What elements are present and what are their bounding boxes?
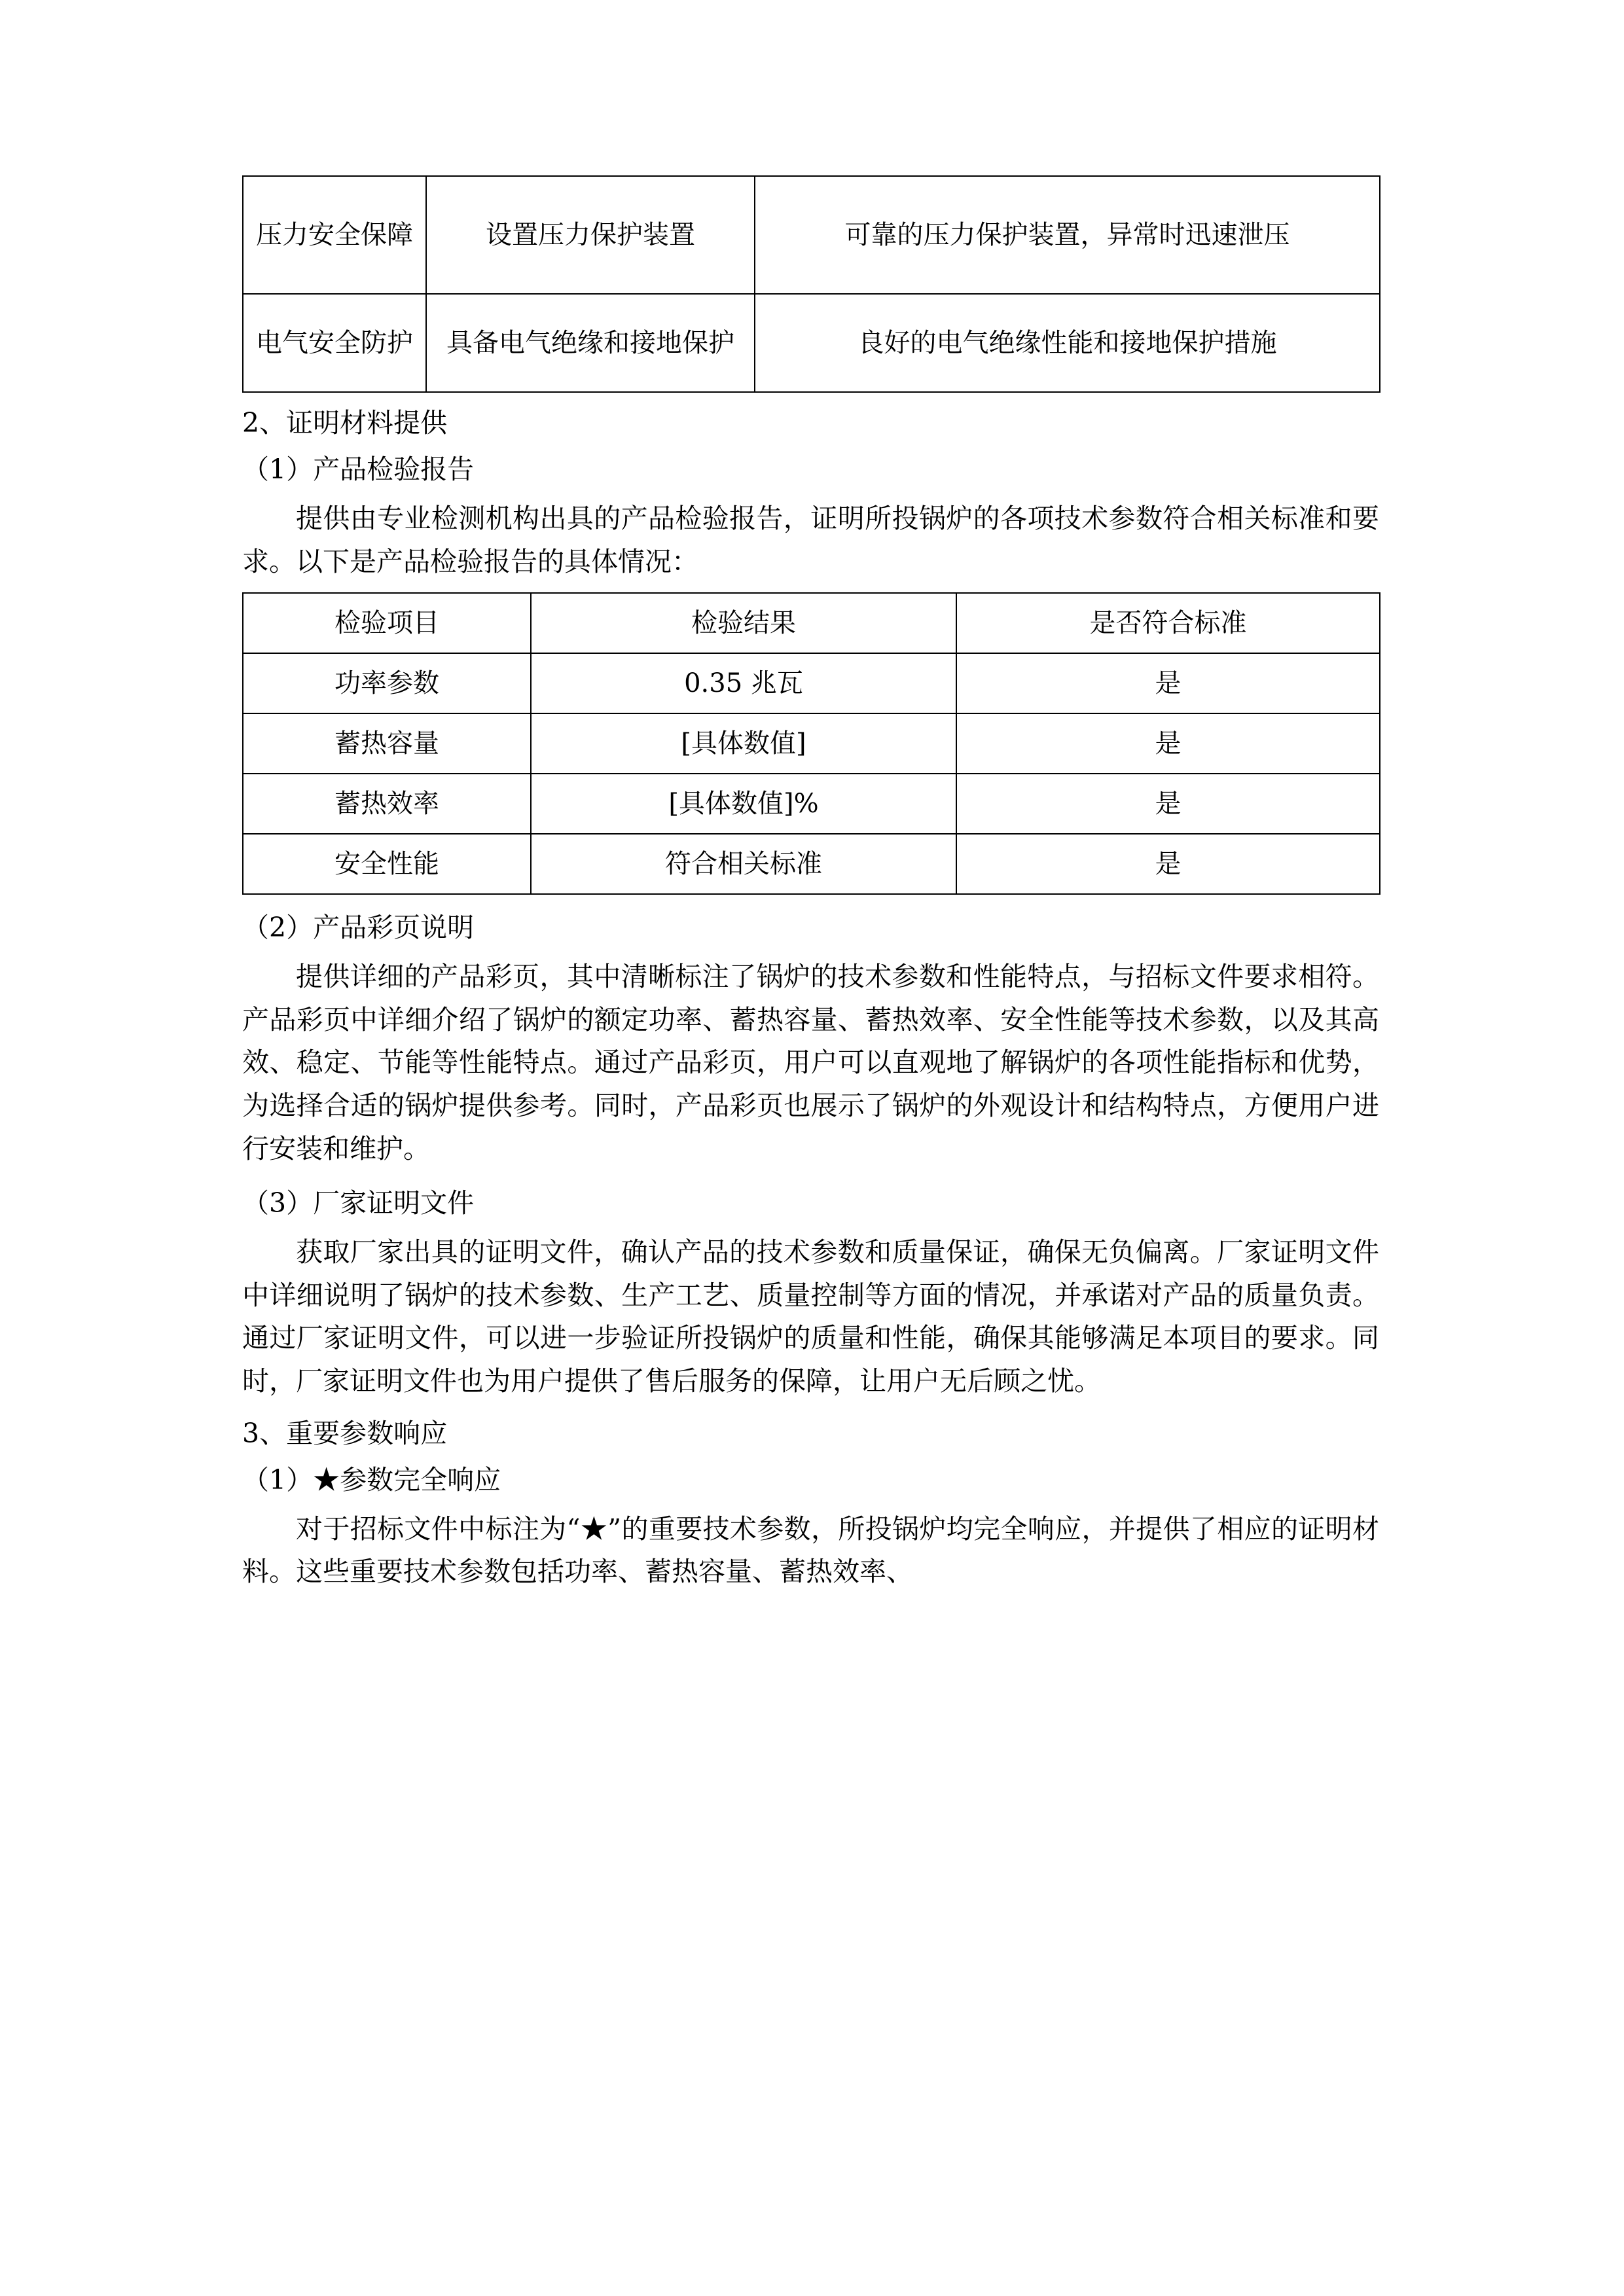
inspection-item-cell: 蓄热容量 [243, 713, 531, 774]
document-content [242, 175, 1379, 1594]
inspection-result-cell: [具体数值] [531, 713, 956, 774]
table-row [243, 713, 1380, 774]
section-heading-3: 3、重要参数响应 [242, 1417, 448, 1449]
table-row [243, 774, 1380, 834]
table-row [243, 294, 1380, 392]
inspection-result-cell: [具体数值]% [531, 774, 956, 834]
paragraph-3-1-1: 对于招标文件中标注为“★”的重要技术参数，所投锅炉均完全响应，并提供了相应的证明材料。这些重要技术参数包括功率、蓄热容量、蓄热效率、 [242, 1513, 1379, 1588]
column-header-item: 检验项目 [243, 593, 531, 653]
paragraph-2-3-1: 获取厂家出具的证明文件，确认产品的技术参数和质量保证，确保无负偏离。厂家证明文件中详细说明了锅炉的技术参数、生产工艺、质量控制等方面的情况，并承诺对产品的质量负责。通过厂家证明文件，可以进一步验证所投锅炉的质量和性能，确保其能够满足本项目的要求。同时，厂家证明文件也为用户提供了售后服务的保障，让用户无后顾之忧。 [242, 1236, 1379, 1397]
inspection-result-cell: 0.35 兆瓦 [531, 653, 956, 713]
column-header-compliance: 是否符合标准 [956, 593, 1380, 653]
table-row [243, 653, 1380, 713]
safety-item-cell: 电气安全防护 [243, 294, 426, 392]
subsection-heading-2-3: （3）厂家证明文件 [242, 1187, 475, 1219]
subsection-heading-3-1: （1）★参数完全响应 [242, 1463, 501, 1496]
section-heading-2: 2、证明材料提供 [242, 407, 448, 439]
safety-response-cell: 可靠的压力保护装置，异常时迅速泄压 [755, 176, 1380, 294]
table-header-row [243, 593, 1380, 653]
safety-requirements-table [242, 175, 1380, 393]
table-row [243, 834, 1380, 894]
inspection-item-cell: 蓄热效率 [243, 774, 531, 834]
inspection-item-cell: 功率参数 [243, 653, 531, 713]
inspection-compliance-cell: 是 [956, 774, 1380, 834]
inspection-report-table [242, 592, 1380, 895]
paragraph-2-2-1: 提供详细的产品彩页，其中清晰标注了锅炉的技术参数和性能特点，与招标文件要求相符。产品彩页中详细介绍了锅炉的额定功率、蓄热容量、蓄热效率、安全性能等技术参数，以及其高效、稳定、节能等性能特点。通过产品彩页，用户可以直观地了解锅炉的各项性能指标和优势，为选择合适的锅炉提供参考。同时，产品彩页也展示了锅炉的外观设计和结构特点，方便用户进行安装和维护。 [242, 961, 1379, 1164]
subsection-heading-2-2: （2）产品彩页说明 [242, 912, 475, 944]
table-row [243, 176, 1380, 294]
paragraph-2-1-1: 提供由专业检测机构出具的产品检验报告，证明所投锅炉的各项技术参数符合相关标准和要求。以下是产品检验报告的具体情况： [242, 503, 1379, 577]
spacer [242, 583, 1379, 592]
safety-item-cell: 压力安全保障 [243, 176, 426, 294]
inspection-compliance-cell: 是 [956, 653, 1380, 713]
inspection-result-cell: 符合相关标准 [531, 834, 956, 894]
safety-requirement-cell: 具备电气绝缘和接地保护 [426, 294, 755, 392]
safety-requirement-cell: 设置压力保护装置 [426, 176, 755, 294]
inspection-item-cell: 安全性能 [243, 834, 531, 894]
subsection-heading-2-1: （1）产品检验报告 [242, 454, 475, 485]
inspection-compliance-cell: 是 [956, 834, 1380, 894]
safety-response-cell: 良好的电气绝缘性能和接地保护措施 [755, 294, 1380, 392]
column-header-result: 检验结果 [531, 593, 956, 653]
inspection-compliance-cell: 是 [956, 713, 1380, 774]
